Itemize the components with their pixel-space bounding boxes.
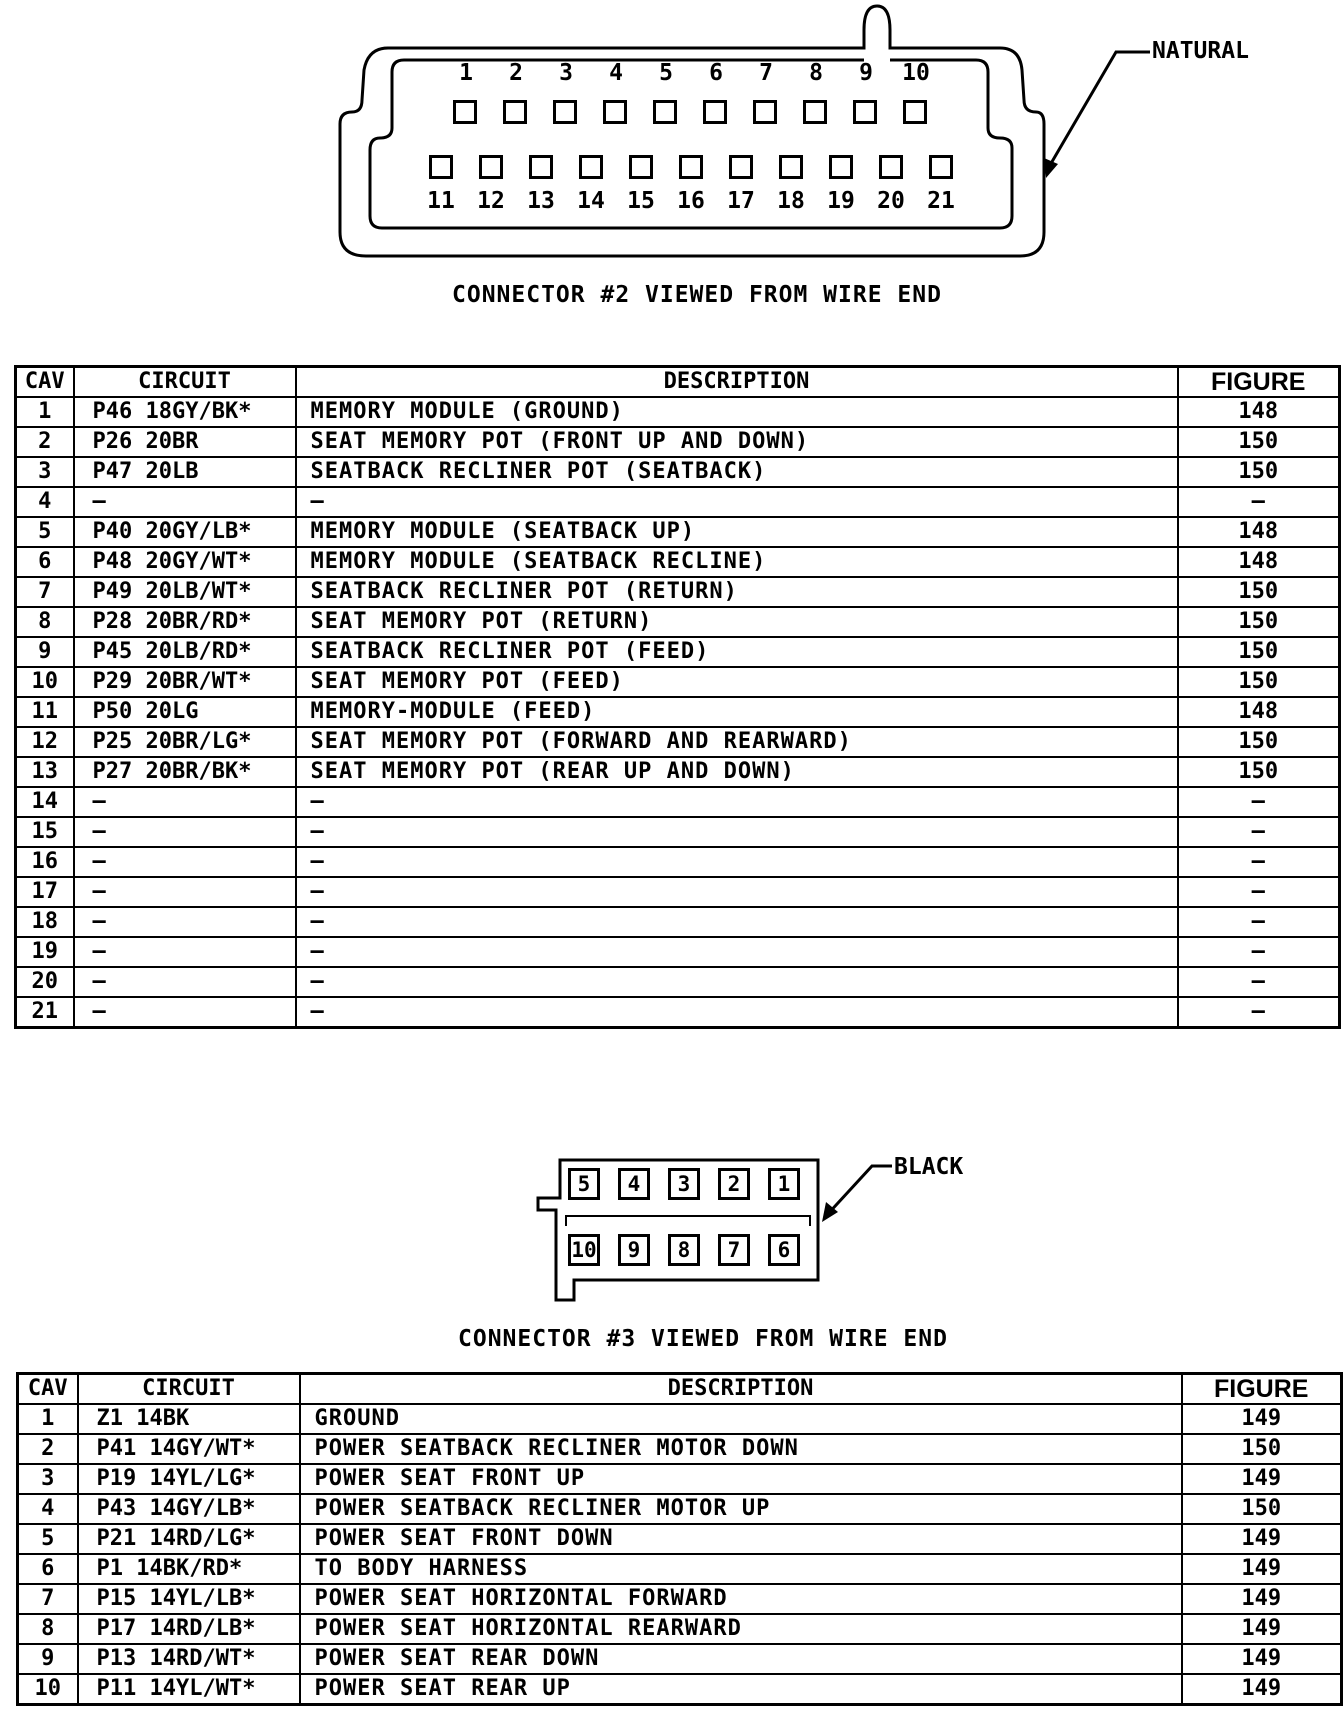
cell-circuit: P11 14YL/WT* xyxy=(78,1674,300,1705)
pin-cavity: 3 xyxy=(668,1168,700,1200)
header-cav: CAV xyxy=(18,1374,78,1405)
cell-figure: — xyxy=(1178,997,1340,1028)
pin-cavity xyxy=(553,100,577,124)
header-description: DESCRIPTION xyxy=(296,367,1178,398)
cell-description: MEMORY MODULE (SEATBACK UP) xyxy=(296,517,1178,547)
cell-cav: 8 xyxy=(16,607,74,637)
cell-circuit: Z1 14BK xyxy=(78,1404,300,1434)
pin-number: 10 xyxy=(902,60,930,86)
cell-figure: 149 xyxy=(1182,1554,1342,1584)
cell-description: POWER SEAT HORIZONTAL FORWARD xyxy=(300,1584,1182,1614)
table-row xyxy=(16,907,1340,937)
table-row xyxy=(16,517,1340,547)
connector-2-color-label: NATURAL xyxy=(1152,38,1249,64)
cell-description: TO BODY HARNESS xyxy=(300,1554,1182,1584)
table-row xyxy=(16,667,1340,697)
pin-number: 14 xyxy=(577,188,605,214)
cell-circuit: P19 14YL/LG* xyxy=(78,1464,300,1494)
table-row xyxy=(16,397,1340,427)
cell-circuit: P21 14RD/LG* xyxy=(78,1524,300,1554)
pin-number: 21 xyxy=(927,188,955,214)
pin-cavity: 6 xyxy=(768,1234,800,1266)
cell-figure: 150 xyxy=(1182,1494,1342,1524)
cell-circuit: P25 20BR/LG* xyxy=(74,727,296,757)
cell-description: — xyxy=(296,817,1178,847)
cell-figure: 149 xyxy=(1182,1404,1342,1434)
pin-cavity xyxy=(729,155,753,179)
pin-number: 16 xyxy=(677,188,705,214)
cell-cav: 4 xyxy=(16,487,74,517)
cell-description: POWER SEAT FRONT DOWN xyxy=(300,1524,1182,1554)
table-row xyxy=(16,457,1340,487)
black-label-arrowhead xyxy=(822,1202,838,1222)
header-circuit: CIRCUIT xyxy=(78,1374,300,1405)
cell-cav: 15 xyxy=(16,817,74,847)
table-row xyxy=(16,607,1340,637)
pin-cavity xyxy=(479,155,503,179)
cell-cav: 10 xyxy=(18,1674,78,1705)
pin-number: 12 xyxy=(477,188,505,214)
connector-2-pinout-table xyxy=(14,365,1341,1029)
cell-cav: 5 xyxy=(18,1524,78,1554)
cell-circuit: P29 20BR/WT* xyxy=(74,667,296,697)
table-row xyxy=(18,1434,1342,1464)
cell-cav: 14 xyxy=(16,787,74,817)
cell-cav: 2 xyxy=(16,427,74,457)
pin-cavity xyxy=(503,100,527,124)
cell-description: POWER SEAT FRONT UP xyxy=(300,1464,1182,1494)
cell-cav: 5 xyxy=(16,517,74,547)
cell-description: SEAT MEMORY POT (FEED) xyxy=(296,667,1178,697)
table-row xyxy=(16,577,1340,607)
cell-figure: 148 xyxy=(1178,697,1340,727)
pin-number: 4 xyxy=(609,60,623,86)
header-figure: FIGURE xyxy=(1182,1374,1342,1405)
cell-circuit: P48 20GY/WT* xyxy=(74,547,296,577)
cell-description: MEMORY MODULE (SEATBACK RECLINE) xyxy=(296,547,1178,577)
cell-description: — xyxy=(296,847,1178,877)
cell-circuit: — xyxy=(74,817,296,847)
cell-cav: 3 xyxy=(16,457,74,487)
cell-circuit: — xyxy=(74,967,296,997)
cell-description: POWER SEATBACK RECLINER MOTOR UP xyxy=(300,1494,1182,1524)
cell-circuit: P27 20BR/BK* xyxy=(74,757,296,787)
cell-circuit: — xyxy=(74,877,296,907)
cell-cav: 21 xyxy=(16,997,74,1028)
pin-number: 20 xyxy=(877,188,905,214)
table-row xyxy=(16,757,1340,787)
table-row xyxy=(18,1404,1342,1434)
table-row xyxy=(18,1614,1342,1644)
cell-description: — xyxy=(296,487,1178,517)
cell-figure: 150 xyxy=(1178,757,1340,787)
cell-figure: — xyxy=(1178,967,1340,997)
cell-circuit: P43 14GY/LB* xyxy=(78,1494,300,1524)
table-row xyxy=(16,847,1340,877)
cell-cav: 7 xyxy=(18,1584,78,1614)
pin-cavity xyxy=(703,100,727,124)
pin-cavity xyxy=(653,100,677,124)
cell-cav: 8 xyxy=(18,1614,78,1644)
table-row xyxy=(16,877,1340,907)
pin-number: 8 xyxy=(809,60,823,86)
pin-cavity xyxy=(779,155,803,179)
cell-figure: 148 xyxy=(1178,397,1340,427)
pin-number: 1 xyxy=(459,60,473,86)
cell-description: — xyxy=(296,937,1178,967)
table-row xyxy=(16,427,1340,457)
cell-description: POWER SEAT HORIZONTAL REARWARD xyxy=(300,1614,1182,1644)
cell-figure: 150 xyxy=(1178,667,1340,697)
pin-cavity: 8 xyxy=(668,1234,700,1266)
connector-3-pinout-table xyxy=(16,1372,1343,1706)
pin-number: 17 xyxy=(727,188,755,214)
cell-figure: — xyxy=(1178,787,1340,817)
pin-number: 11 xyxy=(427,188,455,214)
cell-cav: 11 xyxy=(16,697,74,727)
connector-3-color-label: BLACK xyxy=(894,1154,964,1180)
table-row xyxy=(16,727,1340,757)
header-circuit: CIRCUIT xyxy=(74,367,296,398)
cell-description: SEAT MEMORY POT (RETURN) xyxy=(296,607,1178,637)
cell-cav: 9 xyxy=(16,637,74,667)
cell-cav: 19 xyxy=(16,937,74,967)
pin-cavity xyxy=(579,155,603,179)
cell-circuit: P47 20LB xyxy=(74,457,296,487)
table-row xyxy=(16,997,1340,1028)
cell-cav: 6 xyxy=(16,547,74,577)
cell-circuit: P50 20LG xyxy=(74,697,296,727)
cell-description: — xyxy=(296,997,1178,1028)
cell-figure: 150 xyxy=(1178,637,1340,667)
cell-figure: 149 xyxy=(1182,1644,1342,1674)
cell-circuit: P41 14GY/WT* xyxy=(78,1434,300,1464)
cell-circuit: P26 20BR xyxy=(74,427,296,457)
cell-circuit: P45 20LB/RD* xyxy=(74,637,296,667)
cell-cav: 6 xyxy=(18,1554,78,1584)
cell-description: MEMORY MODULE (GROUND) xyxy=(296,397,1178,427)
connector-3-inner-rib xyxy=(566,1216,810,1226)
pin-number: 13 xyxy=(527,188,555,214)
cell-cav: 2 xyxy=(18,1434,78,1464)
cell-description: SEATBACK RECLINER POT (RETURN) xyxy=(296,577,1178,607)
cell-figure: 150 xyxy=(1178,607,1340,637)
cell-cav: 9 xyxy=(18,1644,78,1674)
cell-cav: 20 xyxy=(16,967,74,997)
cell-description: — xyxy=(296,907,1178,937)
table-row xyxy=(18,1644,1342,1674)
pin-cavity xyxy=(679,155,703,179)
table-row xyxy=(16,637,1340,667)
cell-figure: 149 xyxy=(1182,1674,1342,1705)
cell-figure: 150 xyxy=(1182,1434,1342,1464)
cell-figure: 148 xyxy=(1178,517,1340,547)
cell-description: — xyxy=(296,877,1178,907)
cell-description: SEATBACK RECLINER POT (FEED) xyxy=(296,637,1178,667)
cell-cav: 4 xyxy=(18,1494,78,1524)
pin-number: 19 xyxy=(827,188,855,214)
cell-description: SEAT MEMORY POT (FORWARD AND REARWARD) xyxy=(296,727,1178,757)
pin-number: 6 xyxy=(709,60,723,86)
cell-figure: 149 xyxy=(1182,1464,1342,1494)
pin-cavity: 4 xyxy=(618,1168,650,1200)
table-row xyxy=(16,487,1340,517)
pin-cavity: 7 xyxy=(718,1234,750,1266)
cell-description: SEATBACK RECLINER POT (SEATBACK) xyxy=(296,457,1178,487)
cell-figure: 149 xyxy=(1182,1584,1342,1614)
cell-circuit: P40 20GY/LB* xyxy=(74,517,296,547)
cell-circuit: P46 18GY/BK* xyxy=(74,397,296,427)
pin-cavity xyxy=(879,155,903,179)
cell-cav: 3 xyxy=(18,1464,78,1494)
pin-cavity xyxy=(453,100,477,124)
pin-cavity: 10 xyxy=(568,1234,600,1266)
cell-circuit: P28 20BR/RD* xyxy=(74,607,296,637)
cell-figure: — xyxy=(1178,817,1340,847)
cell-cav: 17 xyxy=(16,877,74,907)
pin-cavity xyxy=(603,100,627,124)
cell-circuit: P17 14RD/LB* xyxy=(78,1614,300,1644)
cell-figure: 150 xyxy=(1178,727,1340,757)
pin-number: 15 xyxy=(627,188,655,214)
pin-cavity xyxy=(829,155,853,179)
pin-cavity xyxy=(929,155,953,179)
connector-2-housing xyxy=(340,6,1044,256)
cell-circuit: — xyxy=(74,487,296,517)
table-header-row xyxy=(16,367,1340,398)
cell-figure: 149 xyxy=(1182,1614,1342,1644)
cell-cav: 1 xyxy=(16,397,74,427)
cell-figure: — xyxy=(1178,847,1340,877)
cell-figure: 149 xyxy=(1182,1524,1342,1554)
cell-circuit: — xyxy=(74,937,296,967)
cell-figure: 150 xyxy=(1178,427,1340,457)
cell-circuit: P13 14RD/WT* xyxy=(78,1644,300,1674)
cell-description: SEAT MEMORY POT (REAR UP AND DOWN) xyxy=(296,757,1178,787)
cell-circuit: P1 14BK/RD* xyxy=(78,1554,300,1584)
cell-cav: 18 xyxy=(16,907,74,937)
cell-description: — xyxy=(296,787,1178,817)
cell-description: GROUND xyxy=(300,1404,1182,1434)
cell-circuit: — xyxy=(74,847,296,877)
header-description: DESCRIPTION xyxy=(300,1374,1182,1405)
table-row xyxy=(16,817,1340,847)
pin-number: 9 xyxy=(859,60,873,86)
cell-description: POWER SEAT REAR UP xyxy=(300,1674,1182,1705)
pin-cavity xyxy=(903,100,927,124)
cell-cav: 13 xyxy=(16,757,74,787)
table-row xyxy=(16,547,1340,577)
cell-description: SEAT MEMORY POT (FRONT UP AND DOWN) xyxy=(296,427,1178,457)
cell-figure: 148 xyxy=(1178,547,1340,577)
pin-number: 3 xyxy=(559,60,573,86)
cell-description: — xyxy=(296,967,1178,997)
cell-cav: 10 xyxy=(16,667,74,697)
pin-number: 7 xyxy=(759,60,773,86)
header-figure: FIGURE xyxy=(1178,367,1340,398)
pin-cavity: 2 xyxy=(718,1168,750,1200)
cell-circuit: P15 14YL/LB* xyxy=(78,1584,300,1614)
table-row xyxy=(16,697,1340,727)
cell-circuit: — xyxy=(74,997,296,1028)
table-header-row xyxy=(18,1374,1342,1405)
cell-circuit: P49 20LB/WT* xyxy=(74,577,296,607)
black-label-leader xyxy=(826,1166,892,1216)
pin-cavity xyxy=(853,100,877,124)
cell-circuit: — xyxy=(74,787,296,817)
table-row xyxy=(16,967,1340,997)
header-cav: CAV xyxy=(16,367,74,398)
table-row xyxy=(18,1524,1342,1554)
cell-figure: — xyxy=(1178,907,1340,937)
pin-number: 5 xyxy=(659,60,673,86)
pin-cavity: 5 xyxy=(568,1168,600,1200)
table-row xyxy=(16,937,1340,967)
cell-cav: 12 xyxy=(16,727,74,757)
pin-cavity xyxy=(803,100,827,124)
cell-cav: 7 xyxy=(16,577,74,607)
table-row xyxy=(18,1554,1342,1584)
natural-label-leader xyxy=(1046,52,1150,172)
pin-cavity: 1 xyxy=(768,1168,800,1200)
cell-figure: — xyxy=(1178,937,1340,967)
cell-circuit: — xyxy=(74,907,296,937)
cell-description: MEMORY-MODULE (FEED) xyxy=(296,697,1178,727)
table-row xyxy=(18,1464,1342,1494)
cell-description: POWER SEATBACK RECLINER MOTOR DOWN xyxy=(300,1434,1182,1464)
cell-figure: 150 xyxy=(1178,577,1340,607)
connector-3-caption: CONNECTOR #3 VIEWED FROM WIRE END xyxy=(458,1326,948,1352)
table-row xyxy=(18,1494,1342,1524)
cell-figure: — xyxy=(1178,487,1340,517)
table-row xyxy=(18,1674,1342,1705)
pin-cavity xyxy=(629,155,653,179)
pin-cavity xyxy=(529,155,553,179)
natural-label-arrowhead xyxy=(1044,158,1058,178)
table-row xyxy=(18,1584,1342,1614)
cell-figure: — xyxy=(1178,877,1340,907)
cell-cav: 16 xyxy=(16,847,74,877)
pin-cavity xyxy=(753,100,777,124)
pin-cavity: 9 xyxy=(618,1234,650,1266)
pin-cavity xyxy=(429,155,453,179)
cell-description: POWER SEAT REAR DOWN xyxy=(300,1644,1182,1674)
table-row xyxy=(16,787,1340,817)
cell-figure: 150 xyxy=(1178,457,1340,487)
connector-2-caption: CONNECTOR #2 VIEWED FROM WIRE END xyxy=(452,282,942,308)
cell-cav: 1 xyxy=(18,1404,78,1434)
pin-number: 18 xyxy=(777,188,805,214)
pin-number: 2 xyxy=(509,60,523,86)
